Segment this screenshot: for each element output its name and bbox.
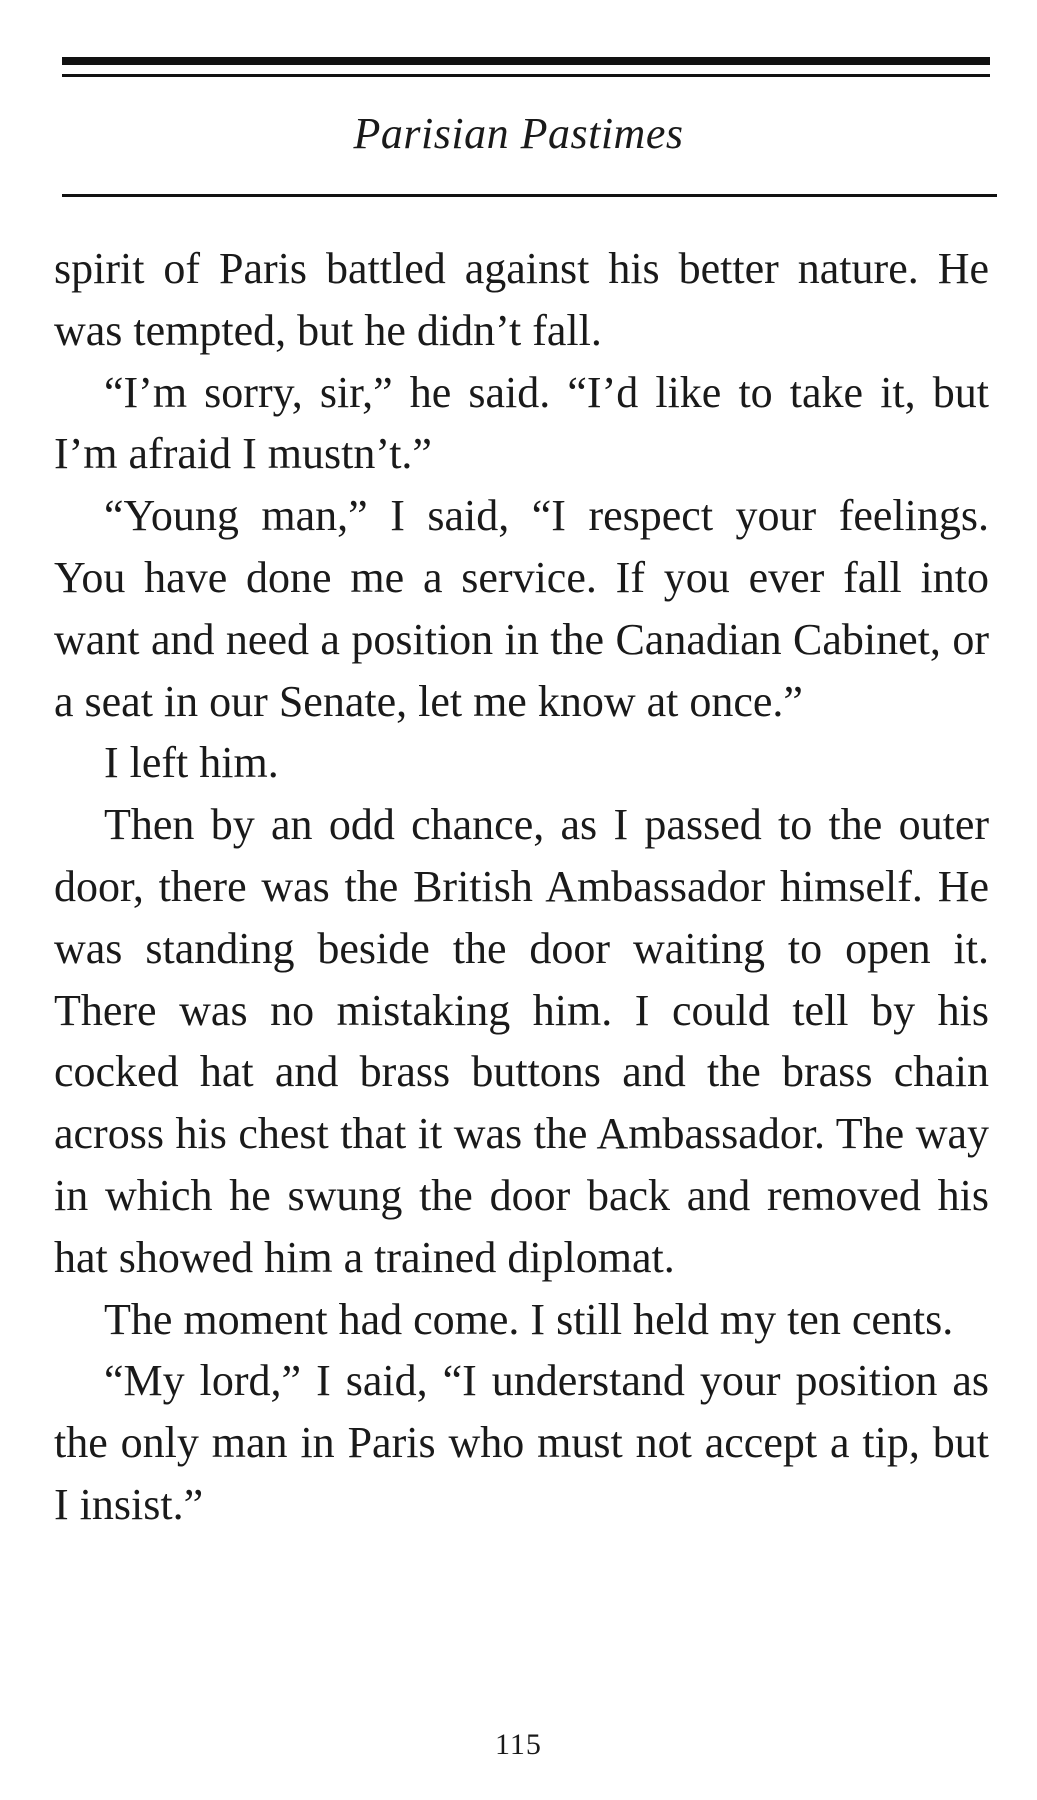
body-text <box>54 238 989 1536</box>
paragraph: Then by an odd chance, as I passed to the outer door, there was the British Ambassador himself. He was standing beside the door waiting to open it. There was no mistaking him. I could tell by his cocked hat and brass buttons and the brass chain across his chest that it was the Ambassador. The way in which he swung the door back and removed his hat showed him a trained diplomat. <box>54 800 989 1282</box>
header-rule <box>62 194 997 197</box>
paragraph: The moment had come. I still held my ten cents. <box>104 1294 954 1344</box>
paragraph: “I’m sorry, sir,” he said. “I’d like to take it, but I’m afraid I mustn’t.” <box>54 367 989 479</box>
paragraph: I left him. <box>104 738 279 788</box>
paragraph: “Young man,” I said, “I respect your feelings. You have done me a service. If you ever fall into want and need a position in the Canadian Cabinet, or a seat in our Senate, let me know at once.” <box>54 491 989 726</box>
page-number: 115 <box>495 1728 542 1761</box>
top-rule-thin <box>62 74 990 77</box>
running-head: Parisian Pastimes <box>353 109 684 158</box>
paragraph: spirit of Paris battled against his better nature. He was tempted, but he didn’t fall. <box>54 244 989 355</box>
top-rule-thick <box>62 57 990 65</box>
paragraph: “My lord,” I said, “I understand your position as the only man in Paris who must not accept a tip, but I insist.” <box>54 1356 989 1529</box>
